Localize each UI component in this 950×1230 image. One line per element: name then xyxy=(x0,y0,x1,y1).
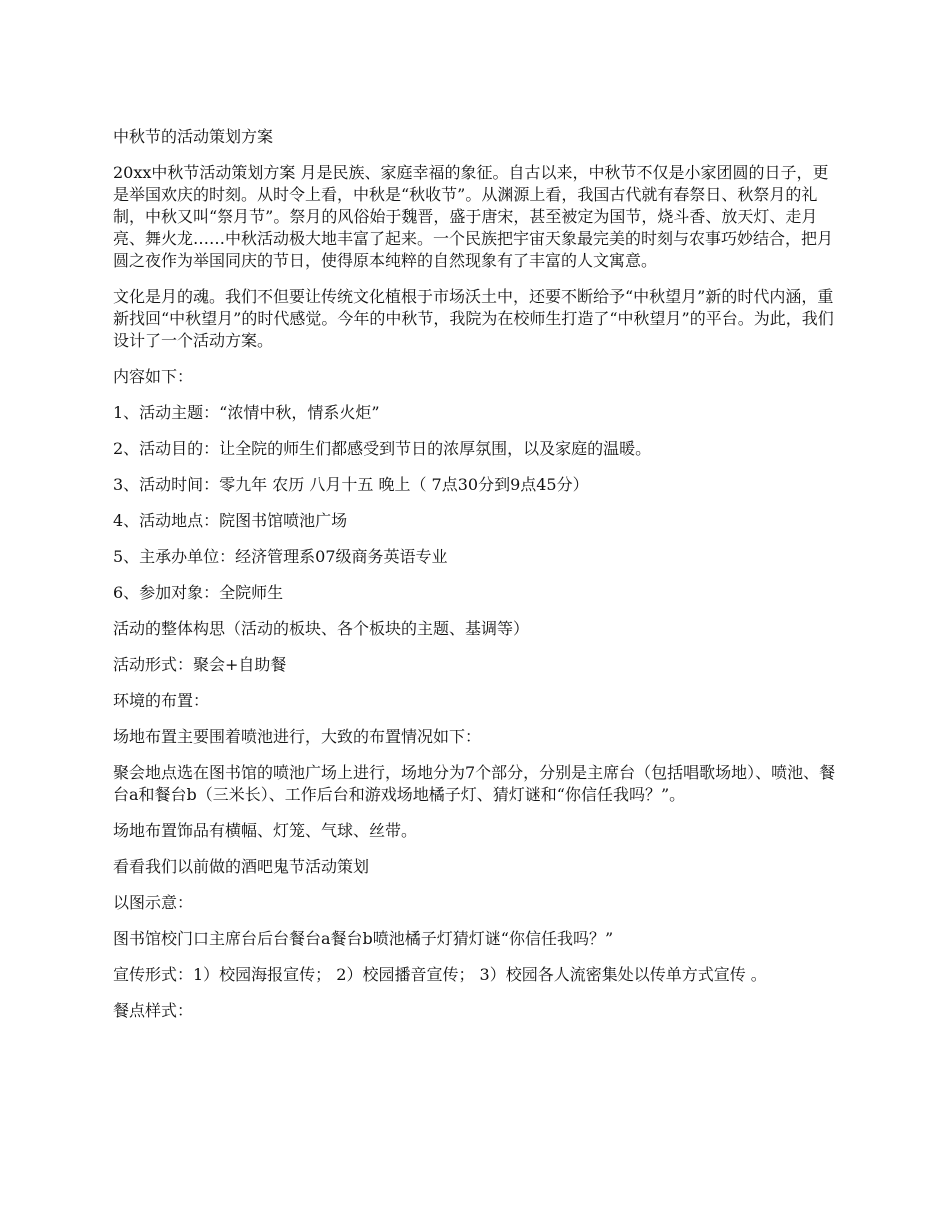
paragraph-layout-intro: 场地布置主要围着喷池进行，大致的布置情况如下： xyxy=(113,727,482,746)
paragraph-intro: 20xx中秋节活动策划方案 月是民族、家庭幸福的象征。自古以来，中秋节不仅是小家团圆的日子，更是举国欢庆的时刻。从时令上看，中秋是“秋收节”。从渊源上看，我国古代就有春祭日、秋祭月的礼制，中秋又叫“祭月节”。祭月的风俗始于魏晋，盛于唐宋，甚至被定为国节，烧斗香、放天灯、走月亮、舞火龙……中秋活动极大地丰富了起来。一个民族把宇宙天象最完美的时刻与农事巧妙结合，把月圆之夜作为举国同庆的节日，使得原本纯粹的自然现象有了丰富的人文寓意。 xyxy=(113,163,834,270)
paragraph-organizer: 5、主承办单位：经济管理系07级商务英语专业 xyxy=(113,547,448,566)
paragraph-environment: 环境的布置： xyxy=(113,691,210,710)
paragraph-decorations: 场地布置饰品有横幅、灯笼、气球、丝带。 xyxy=(113,821,418,840)
paragraph-location: 4、活动地点：院图书馆喷池广场 xyxy=(113,511,348,530)
paragraph-time: 3、活动时间：零九年 农历 八月十五 晚上（ 7点30分到9点45分） xyxy=(113,475,589,494)
paragraph-diagram-text: 图书馆校门口主席台后台餐台a餐台b喷池橘子灯猜灯谜“你信任我吗？” xyxy=(113,929,614,948)
paragraph-halloween-link: 看看我们以前做的酒吧鬼节活动策划 xyxy=(113,857,370,876)
paragraph-overall-concept: 活动的整体构思（活动的板块、各个板块的主题、基调等） xyxy=(113,619,530,638)
paragraph-venue: 聚会地点选在图书馆的喷池广场上进行，场地分为7个部分，分别是主席台（包括唱歌场地）、喷池、餐台a和餐台b（三米长）、工作后台和游戏场地橘子灯、猜灯谜和“你信任我吗？”。 xyxy=(113,763,836,804)
paragraph-format: 活动形式：聚会+自助餐 xyxy=(113,655,287,674)
document-title: 中秋节的活动策划方案 xyxy=(113,127,274,146)
paragraph-theme: 1、活动主题：“浓情中秋，情系火炬” xyxy=(113,403,380,422)
paragraph-catering: 餐点样式： xyxy=(113,1001,194,1020)
paragraph-content-heading: 内容如下： xyxy=(113,367,194,386)
paragraph-diagram-label: 以图示意： xyxy=(113,893,194,912)
paragraph-purpose: 2、活动目的：让全院的师生们都感受到节日的浓厚氛围，以及家庭的温暖。 xyxy=(113,439,652,458)
paragraph-culture: 文化是月的魂。我们不但要让传统文化植根于市场沃土中，还要不断给予“中秋望月”新的时代内涵，重新找回“中秋望月”的时代感觉。今年的中秋节，我院为在校师生打造了“中秋望月”的平台。为此，我们设计了一个活动方案。 xyxy=(113,287,834,350)
document-page xyxy=(113,126,843,1036)
paragraph-participants: 6、参加对象：全院师生 xyxy=(113,583,284,602)
paragraph-promotion: 宣传形式：1）校园海报宣传； 2）校园播音宣传； 3）校园各人流密集处以传单方式宣传 。 xyxy=(113,965,767,984)
